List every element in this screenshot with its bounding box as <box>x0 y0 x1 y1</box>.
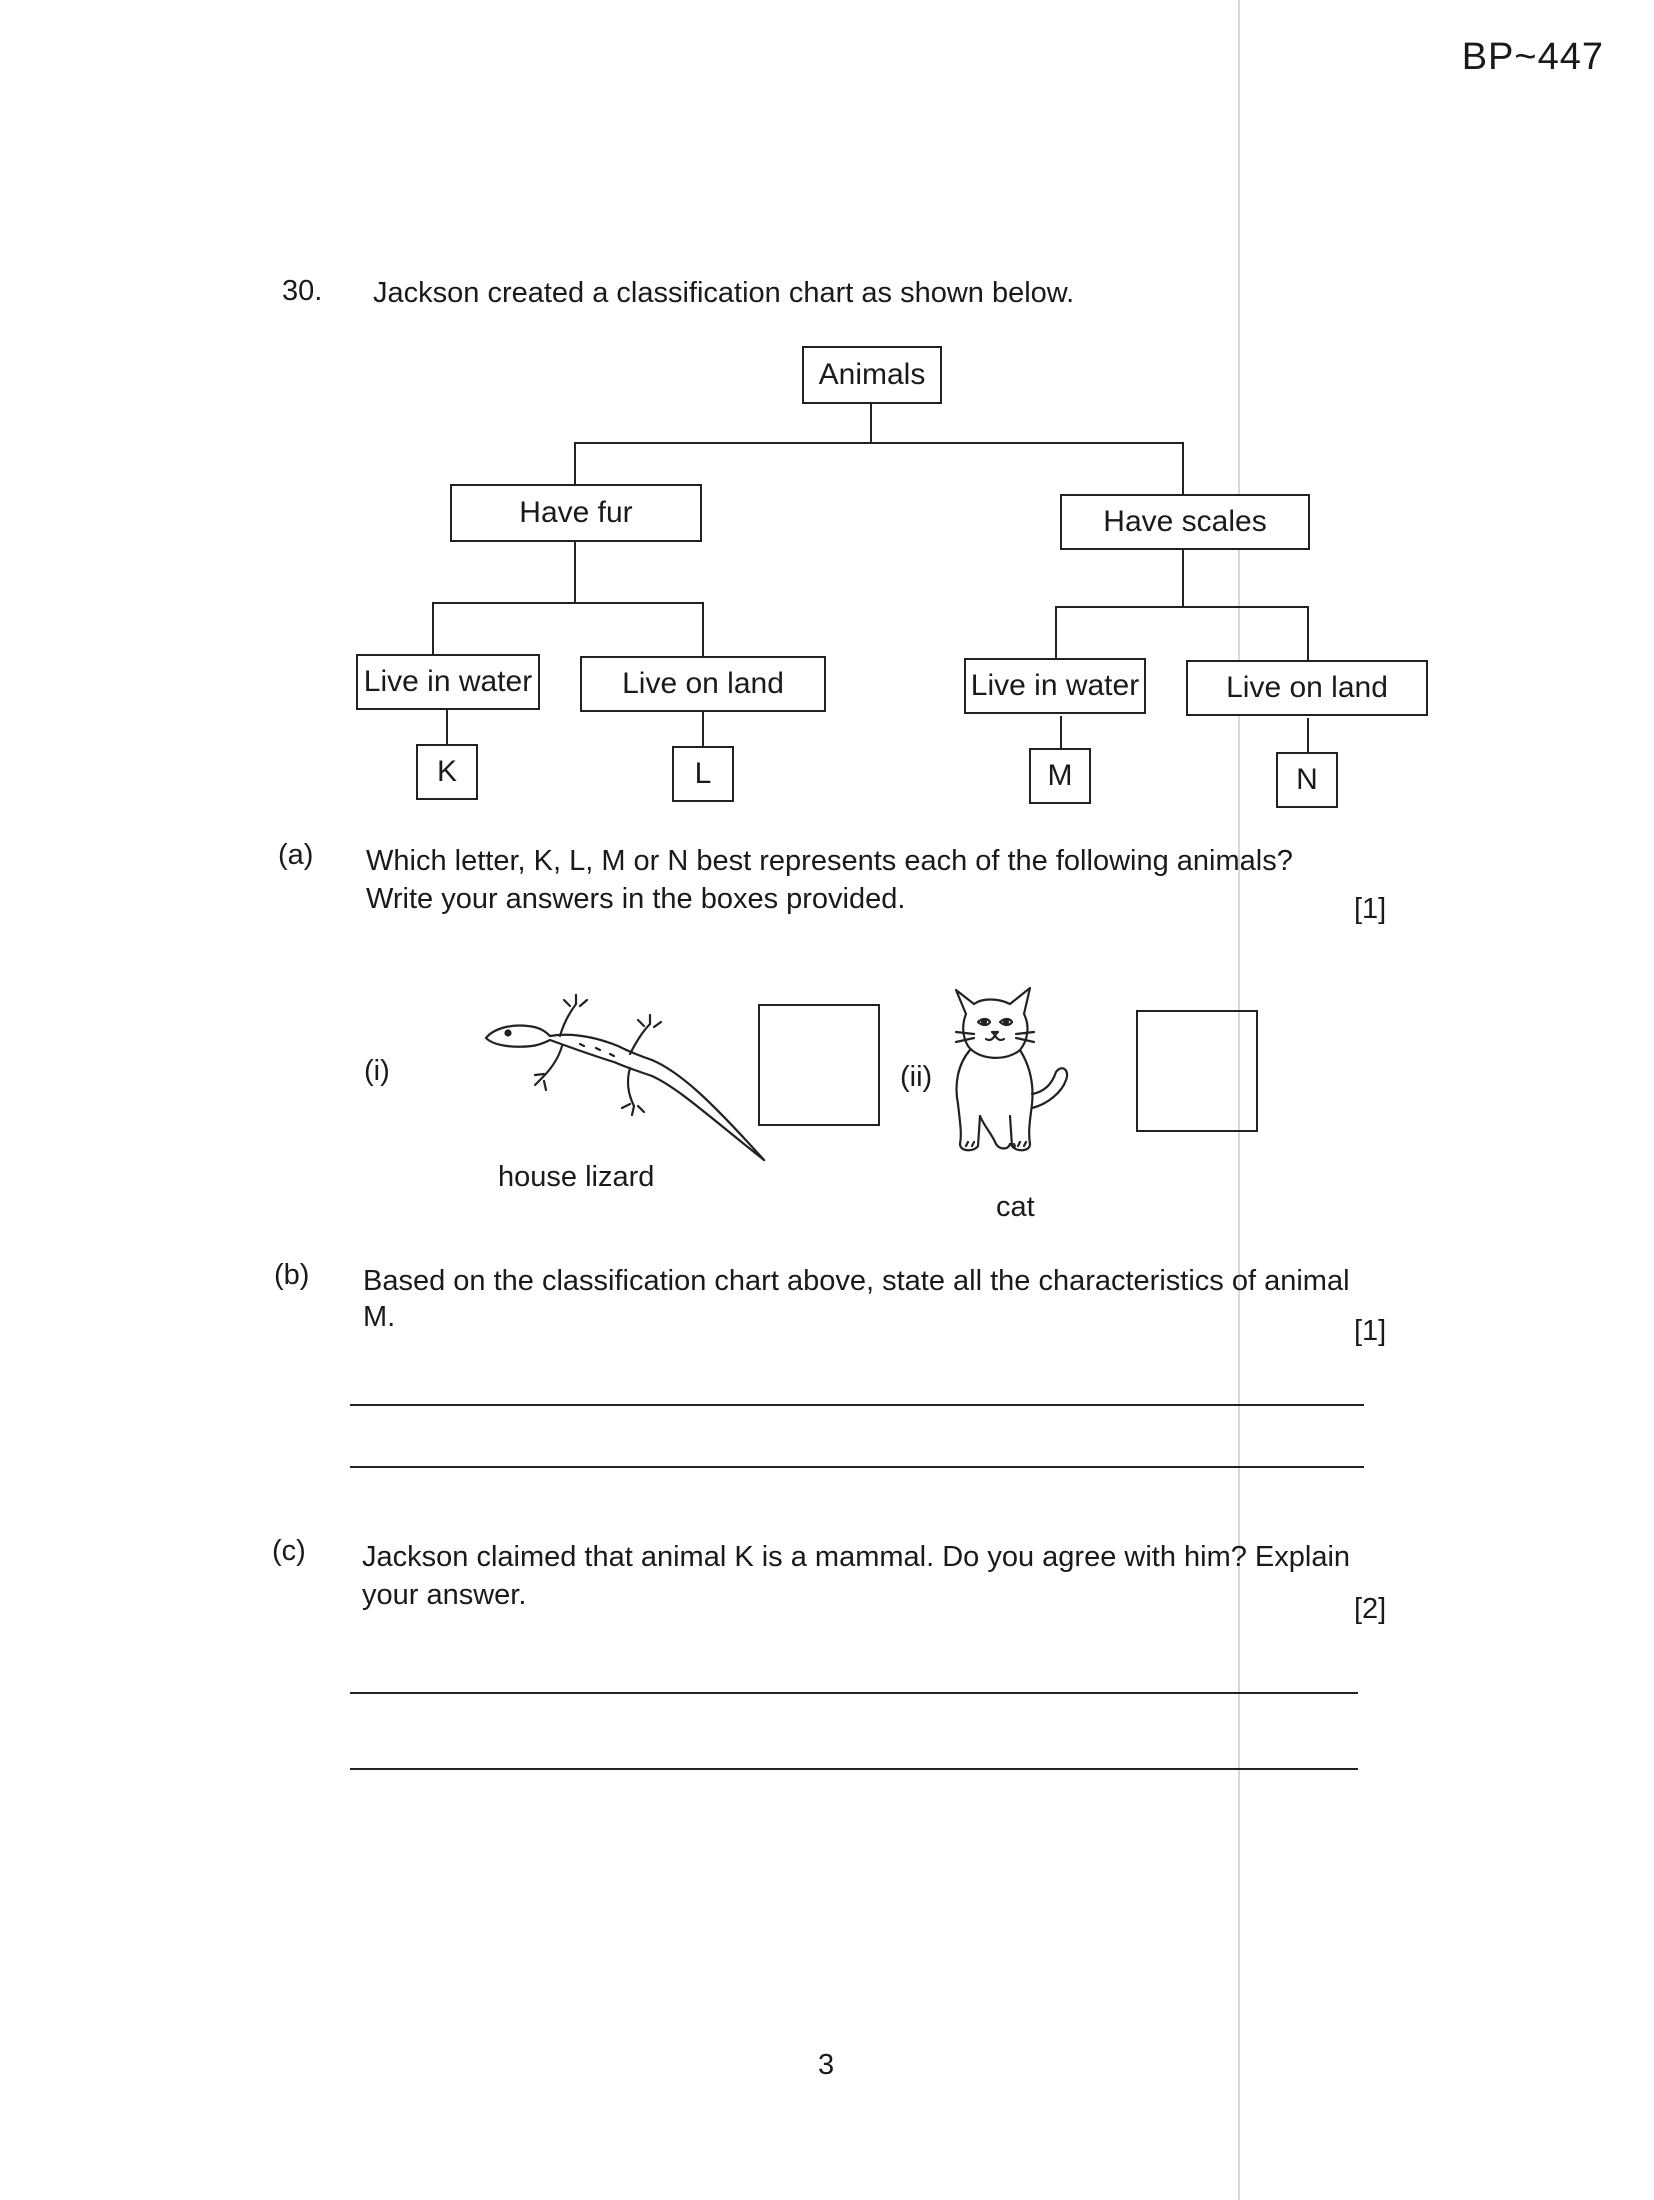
page-number: 3 <box>818 2049 835 2081</box>
chart-node-have-fur: Have fur <box>450 484 702 542</box>
chart-connector <box>574 442 1184 444</box>
chart-connector <box>1055 606 1057 658</box>
chart-connector <box>574 540 576 602</box>
answer-box-ii[interactable] <box>1136 1010 1258 1132</box>
chart-letter-n: N <box>1276 752 1338 808</box>
part-a-line2: Write your answers in the boxes provided. <box>366 883 906 915</box>
chart-connector <box>1307 718 1309 756</box>
answer-line-b2[interactable] <box>350 1466 1364 1468</box>
part-a-label: (a) <box>278 839 314 871</box>
chart-node-fur-water: Live in water <box>356 654 540 710</box>
chart-letter-l: L <box>672 746 734 802</box>
chart-node-animals: Animals <box>802 346 942 404</box>
item-ii-caption[interactable]: cat <box>996 1191 1035 1223</box>
part-a-marks: [1] <box>1354 893 1387 925</box>
cat-icon <box>944 984 1074 1160</box>
chart-node-scales-land: Live on land <box>1186 660 1428 716</box>
chart-letter-m: M <box>1029 748 1091 804</box>
answer-line-b1[interactable] <box>350 1404 1364 1406</box>
paper-code: BP~447 <box>1461 36 1604 78</box>
chart-connector <box>1182 442 1184 494</box>
item-i-caption[interactable]: house lizard <box>498 1161 655 1193</box>
part-c-line1: Jackson claimed that animal K is a mammal. Do you agree with him? Explain <box>362 1541 1351 1573</box>
chart-connector <box>1307 606 1309 660</box>
question-number: 30. <box>282 275 323 307</box>
part-c-label: (c) <box>272 1535 306 1567</box>
chart-connector <box>702 712 704 748</box>
chart-connector <box>870 404 872 442</box>
chart-connector <box>574 442 576 484</box>
chart-node-scales-water: Live in water <box>964 658 1146 714</box>
part-b-label: (b) <box>274 1259 310 1291</box>
answer-line-c2[interactable] <box>350 1768 1358 1770</box>
chart-connector <box>1055 606 1309 608</box>
part-b-line1: Based on the classification chart above, state all the characteristics of animal <box>363 1265 1350 1297</box>
chart-node-fur-land: Live on land <box>580 656 826 712</box>
chart-node-have-scales: Have scales <box>1060 494 1310 550</box>
chart-letter-k: K <box>416 744 478 800</box>
item-i-label: (i) <box>364 1055 390 1087</box>
chart-connector <box>432 602 434 654</box>
lizard-icon <box>480 990 770 1170</box>
answer-box-i[interactable] <box>758 1004 880 1126</box>
chart-connector <box>1182 548 1184 606</box>
part-b-marks: [1] <box>1354 1315 1387 1347</box>
question-intro: Jackson created a classification chart as shown below. <box>373 277 1075 309</box>
chart-connector <box>446 708 448 746</box>
part-c-marks: [2] <box>1354 1593 1387 1625</box>
item-ii-label: (ii) <box>900 1061 933 1093</box>
part-a-line1: Which letter, K, L, M or N best represents each of the following animals? <box>366 845 1293 877</box>
part-b-line2: M. <box>363 1301 396 1333</box>
part-c-line2: your answer. <box>362 1579 527 1611</box>
chart-connector <box>1060 716 1062 752</box>
chart-connector <box>702 602 704 656</box>
chart-connector <box>432 602 704 604</box>
answer-line-c1[interactable] <box>350 1692 1358 1694</box>
